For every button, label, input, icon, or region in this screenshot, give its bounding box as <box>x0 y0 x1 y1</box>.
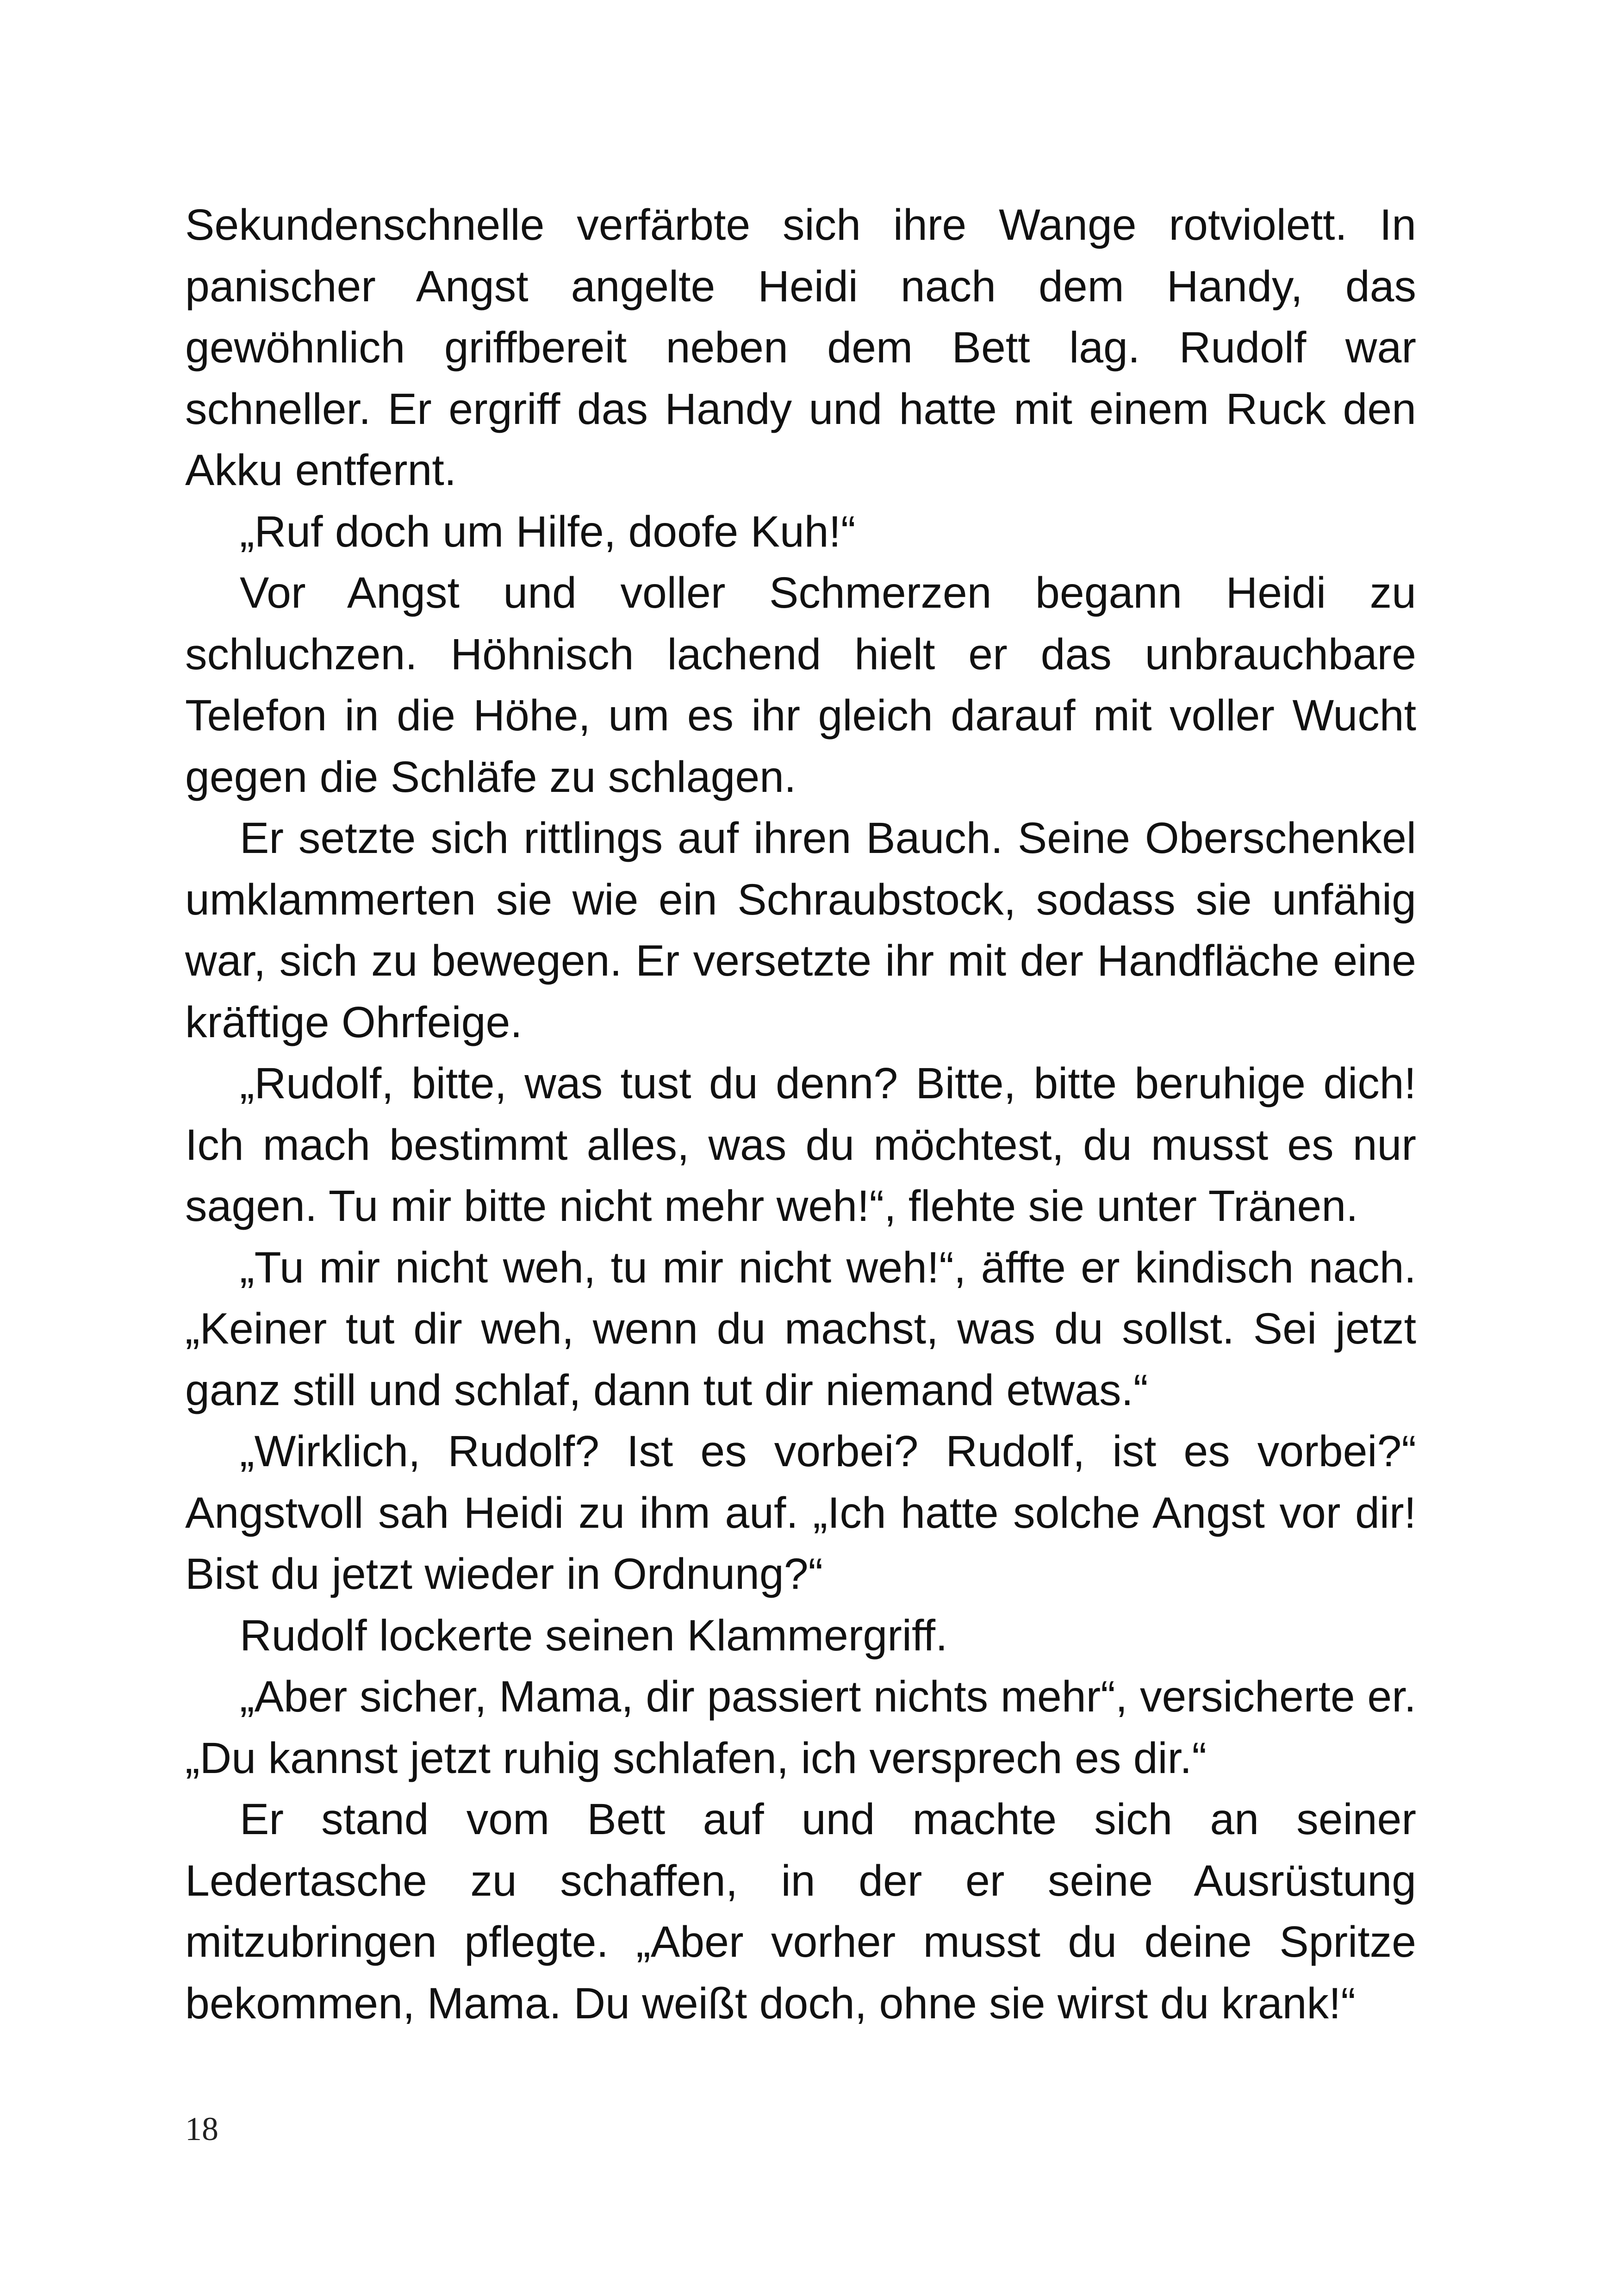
paragraph-2: „Ruf doch um Hilfe, doofe Kuh!“ <box>240 507 856 556</box>
paragraph-8: Rudolf lockerte seinen Klammergriff. <box>240 1611 948 1660</box>
paragraph-9: „Aber sicher, Mama, dir passiert nichts mehr“, versicherte er. „Du kannst jetzt ruhig schlafen, ich versprech es dir.“ <box>185 1672 1416 1783</box>
page-number: 18 <box>185 2110 218 2147</box>
paragraph-1: Sekundenschnelle verfärbte sich ihre Wange rotviolett. In panischer Angst angelte Heidi nach dem Handy, das gewöhnlich griffbereit neben dem Bett lag. Rudolf war schneller. Er ergriff das Handy und hatte mit einem Ruck den Akku entfernt. <box>185 200 1416 495</box>
page-body-text <box>185 194 1416 2034</box>
paragraph-6: „Tu mir nicht weh, tu mir nicht weh!“, äffte er kindisch nach. „Keiner tut dir weh, wenn du machst, was du sollst. Sei jetzt ganz still und schlaf, dann tut dir niemand etwas.“ <box>185 1243 1416 1415</box>
paragraph-3: Vor Angst und voller Schmerzen begann Heidi zu schluchzen. Höhnisch lachend hielt er das unbrauchbare Telefon in die Höhe, um es ihr gleich darauf mit voller Wucht gegen die Schläfe zu schlagen. <box>185 568 1416 802</box>
paragraph-7: „Wirklich, Rudolf? Ist es vorbei? Rudolf, ist es vorbei?“ Angstvoll sah Heidi zu ihm auf. „Ich hatte solche Angst vor dir! Bist du jetzt wieder in Ordnung?“ <box>185 1427 1416 1599</box>
paragraph-5: „Rudolf, bitte, was tust du denn? Bitte, bitte beruhige dich! Ich mach bestimmt alles, was du möchtest, du musst es nur sagen. Tu mir bitte nicht mehr weh!“, flehte sie unter Tränen. <box>185 1059 1416 1231</box>
paragraph-10: Er stand vom Bett auf und machte sich an seiner Ledertasche zu schaffen, in der er seine Ausrüstung mitzubringen pflegte. „Aber vorher musst du deine Spritze bekommen, Mama. Du weißt doch, ohne sie wirst du krank!“ <box>185 1795 1416 2028</box>
paragraph-4: Er setzte sich rittlings auf ihren Bauch. Seine Oberschenkel umklammerten sie wie ein Schraubstock, sodass sie unfähig war, sich zu bewegen. Er versetzte ihr mit der Handfläche eine kräftige Ohrfeige. <box>185 814 1416 1047</box>
